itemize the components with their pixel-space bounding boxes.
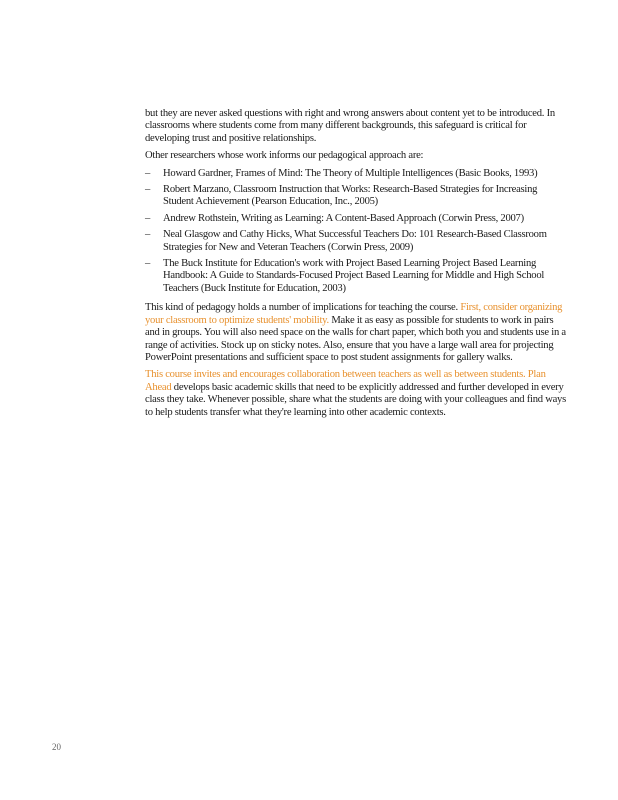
list-item-text: Andrew Rothstein, Writing as Learning: A Content-Based Approach (Corwin Press, 2007) bbox=[163, 212, 524, 224]
list-item bbox=[145, 258, 567, 295]
researchers-intro: Other researchers whose work informs our pedagogical approach are: bbox=[145, 150, 424, 162]
implications-paragraph bbox=[145, 302, 567, 364]
list-item-text: Neal Glasgow and Cathy Hicks, What Successful Teachers Do: 101 Research-Based Classroom Strategies for New and Veteran Teachers (Corwin Press, 2009) bbox=[163, 229, 547, 253]
list-item bbox=[145, 184, 567, 209]
list-item bbox=[145, 213, 567, 225]
bullet-dash: – bbox=[145, 184, 151, 196]
list-item bbox=[145, 229, 567, 254]
implications-lead: This kind of pedagogy holds a number of implications for teaching the course. bbox=[145, 302, 461, 314]
implications-highlight: First, consider organizing your classroom to optimize students' mobility. bbox=[145, 302, 563, 326]
collaboration-highlight: This course invites and encourages collaboration between teachers as well as between students. Plan Ahead bbox=[145, 369, 546, 393]
page-body bbox=[145, 108, 567, 424]
intro-paragraph: but they are never asked questions with right and wrong answers about content yet to be introduced. In classrooms where students come from many different backgrounds, this safeguard is critical for developing trust and positive relationships. bbox=[145, 108, 555, 144]
collaboration-paragraph bbox=[145, 369, 567, 419]
researchers-list bbox=[145, 168, 567, 296]
collaboration-rest: develops basic academic skills that need to be explicitly addressed and further developed in every class they take. Whenever possible, share what the students are doing with your colleagues and find ways to help students transfer what they're learning into other academic contexts. bbox=[145, 381, 566, 418]
page-number: 20 bbox=[52, 742, 61, 752]
bullet-dash: – bbox=[145, 167, 151, 179]
list-item-text: Robert Marzano, Classroom Instruction that Works: Research-Based Strategies for Increasing Student Achievement (Pearson Education, Inc., 2005) bbox=[163, 184, 538, 208]
list-item bbox=[145, 168, 567, 180]
implications-rest: Make it as easy as possible for students to work in pairs and in groups. You will also need space on the walls for chart paper, which both you and students use in a range of activities. Stock up on sticky notes. Also, ensure that you have a large wall area for projecting PowerPoint presentations and sufficient space to post student assignments for gallery walks. bbox=[145, 314, 566, 363]
list-item-text: The Buck Institute for Education's work with Project Based Learning Project Based Learning Handbook: A Guide to Standards-Focused Project Based Learning for Middle and High School Teachers (Buck Institute for Education, 2003) bbox=[163, 258, 545, 294]
bullet-dash: – bbox=[145, 212, 151, 224]
bullet-dash: – bbox=[145, 258, 151, 270]
bullet-dash: – bbox=[145, 229, 151, 241]
list-item-text: Howard Gardner, Frames of Mind: The Theory of Multiple Intelligences (Basic Books, 1993) bbox=[163, 167, 538, 179]
